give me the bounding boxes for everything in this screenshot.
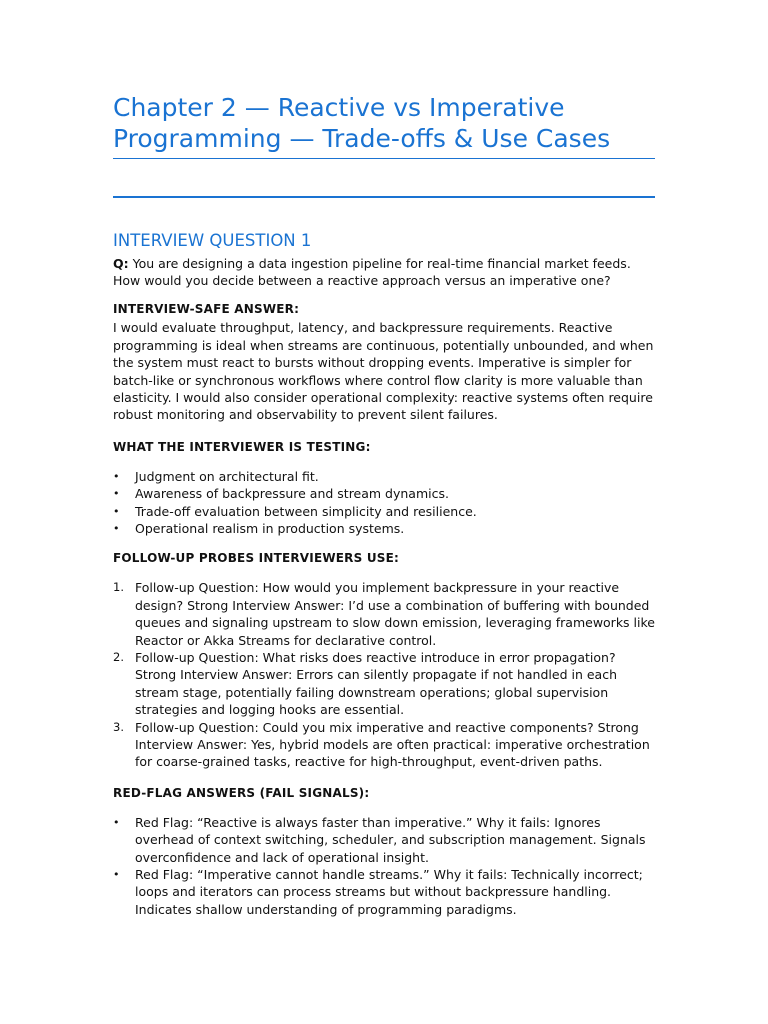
- testing-heading: WHAT THE INTERVIEWER IS TESTING:: [113, 439, 371, 454]
- red-flags-list: [113, 814, 655, 918]
- list-item-text: Follow-up Question: What risks does reactive introduce in error propagation? Strong Interview Answer: Errors can silently propagate if not handled in each stream stage, potentially failing downstream operations; global supervision strategies and logging hooks are essential.: [135, 650, 617, 718]
- list-item-text: Judgment on architectural fit.: [135, 468, 319, 484]
- list-item-text: Red Flag: “Imperative cannot handle streams.” Why it fails: Technically incorrect; loops and iterators can process streams but without backpressure handling. Indicates shallow understanding of programming paradigms.: [135, 867, 643, 917]
- section-divider: [113, 196, 655, 198]
- list-item-text: Red Flag: “Reactive is always faster than imperative.” Why it fails: Ignores overhead of context switching, scheduler, and subscription management. Signals overconfidence and lack of operational insight.: [135, 814, 646, 865]
- list-item-text: Follow-up Question: How would you implement backpressure in your reactive design? Strong Interview Answer: I’d use a combination of buffering with bounded queues and signaling upstream to slow down emission, leveraging frameworks like Reactor or Akka Streams for declarative control.: [135, 580, 655, 648]
- question-text: You are designing a data ingestion pipeline for real-time financial market feeds. How would you decide between a reactive approach versus an imperative one?: [113, 255, 631, 288]
- list-item: [113, 866, 655, 918]
- probes-heading: FOLLOW-UP PROBES INTERVIEWERS USE:: [113, 551, 400, 566]
- section-heading: INTERVIEW QUESTION 1: [113, 230, 312, 250]
- list-item: [113, 520, 655, 537]
- list-item-text: Operational realism in production systems.: [135, 520, 405, 536]
- bullet-icon: •: [113, 868, 120, 882]
- list-number: 2.: [113, 650, 124, 664]
- list-item: [113, 503, 655, 520]
- list-item: [113, 468, 655, 485]
- red-flags-heading: RED-FLAG ANSWERS (FAIL SIGNALS):: [113, 785, 370, 800]
- question-label: Q:: [113, 255, 129, 271]
- list-item-text: Awareness of backpressure and stream dynamics.: [135, 486, 449, 502]
- answer-heading: INTERVIEW-SAFE ANSWER:: [113, 302, 300, 317]
- list-item: [113, 649, 655, 719]
- testing-list: [113, 468, 655, 538]
- question-paragraph: [113, 255, 655, 290]
- probes-list: [113, 579, 655, 770]
- list-number: 1.: [113, 580, 124, 595]
- bullet-icon: •: [113, 487, 120, 501]
- list-item-text: Follow-up Question: Could you mix imperative and reactive components? Strong Interview Answer: Yes, hybrid models are often practical: imperative orchestration for coarse-grained tasks, reactive for high-throughput, event-driven paths.: [135, 719, 650, 770]
- list-item: [113, 719, 655, 771]
- bullet-icon: •: [113, 469, 120, 483]
- chapter-title: Chapter 2 — Reactive vs Imperative Programming — Trade-offs & Use Cases: [113, 93, 611, 153]
- bullet-icon: •: [113, 815, 120, 829]
- list-item-text: Trade-off evaluation between simplicity and resilience.: [135, 503, 477, 519]
- list-item: [113, 814, 655, 866]
- document-page: [113, 92, 655, 918]
- answer-text: I would evaluate throughput, latency, and backpressure requirements. Reactive programming is ideal when streams are continuous, potentially unbounded, and when the system must react to bursts without dropping events. Imperative is simpler for batch-like or synchronous workflows where control flow clarity is more valuable than elasticity. I would also consider operational complexity: reactive systems often require robust monitoring and observability to prevent silent failures.: [113, 320, 654, 423]
- list-item: [113, 485, 655, 502]
- title-underline: [113, 158, 655, 159]
- list-number: 3.: [113, 719, 124, 734]
- bullet-icon: •: [113, 521, 120, 535]
- list-item: [113, 579, 655, 649]
- bullet-icon: •: [113, 504, 120, 518]
